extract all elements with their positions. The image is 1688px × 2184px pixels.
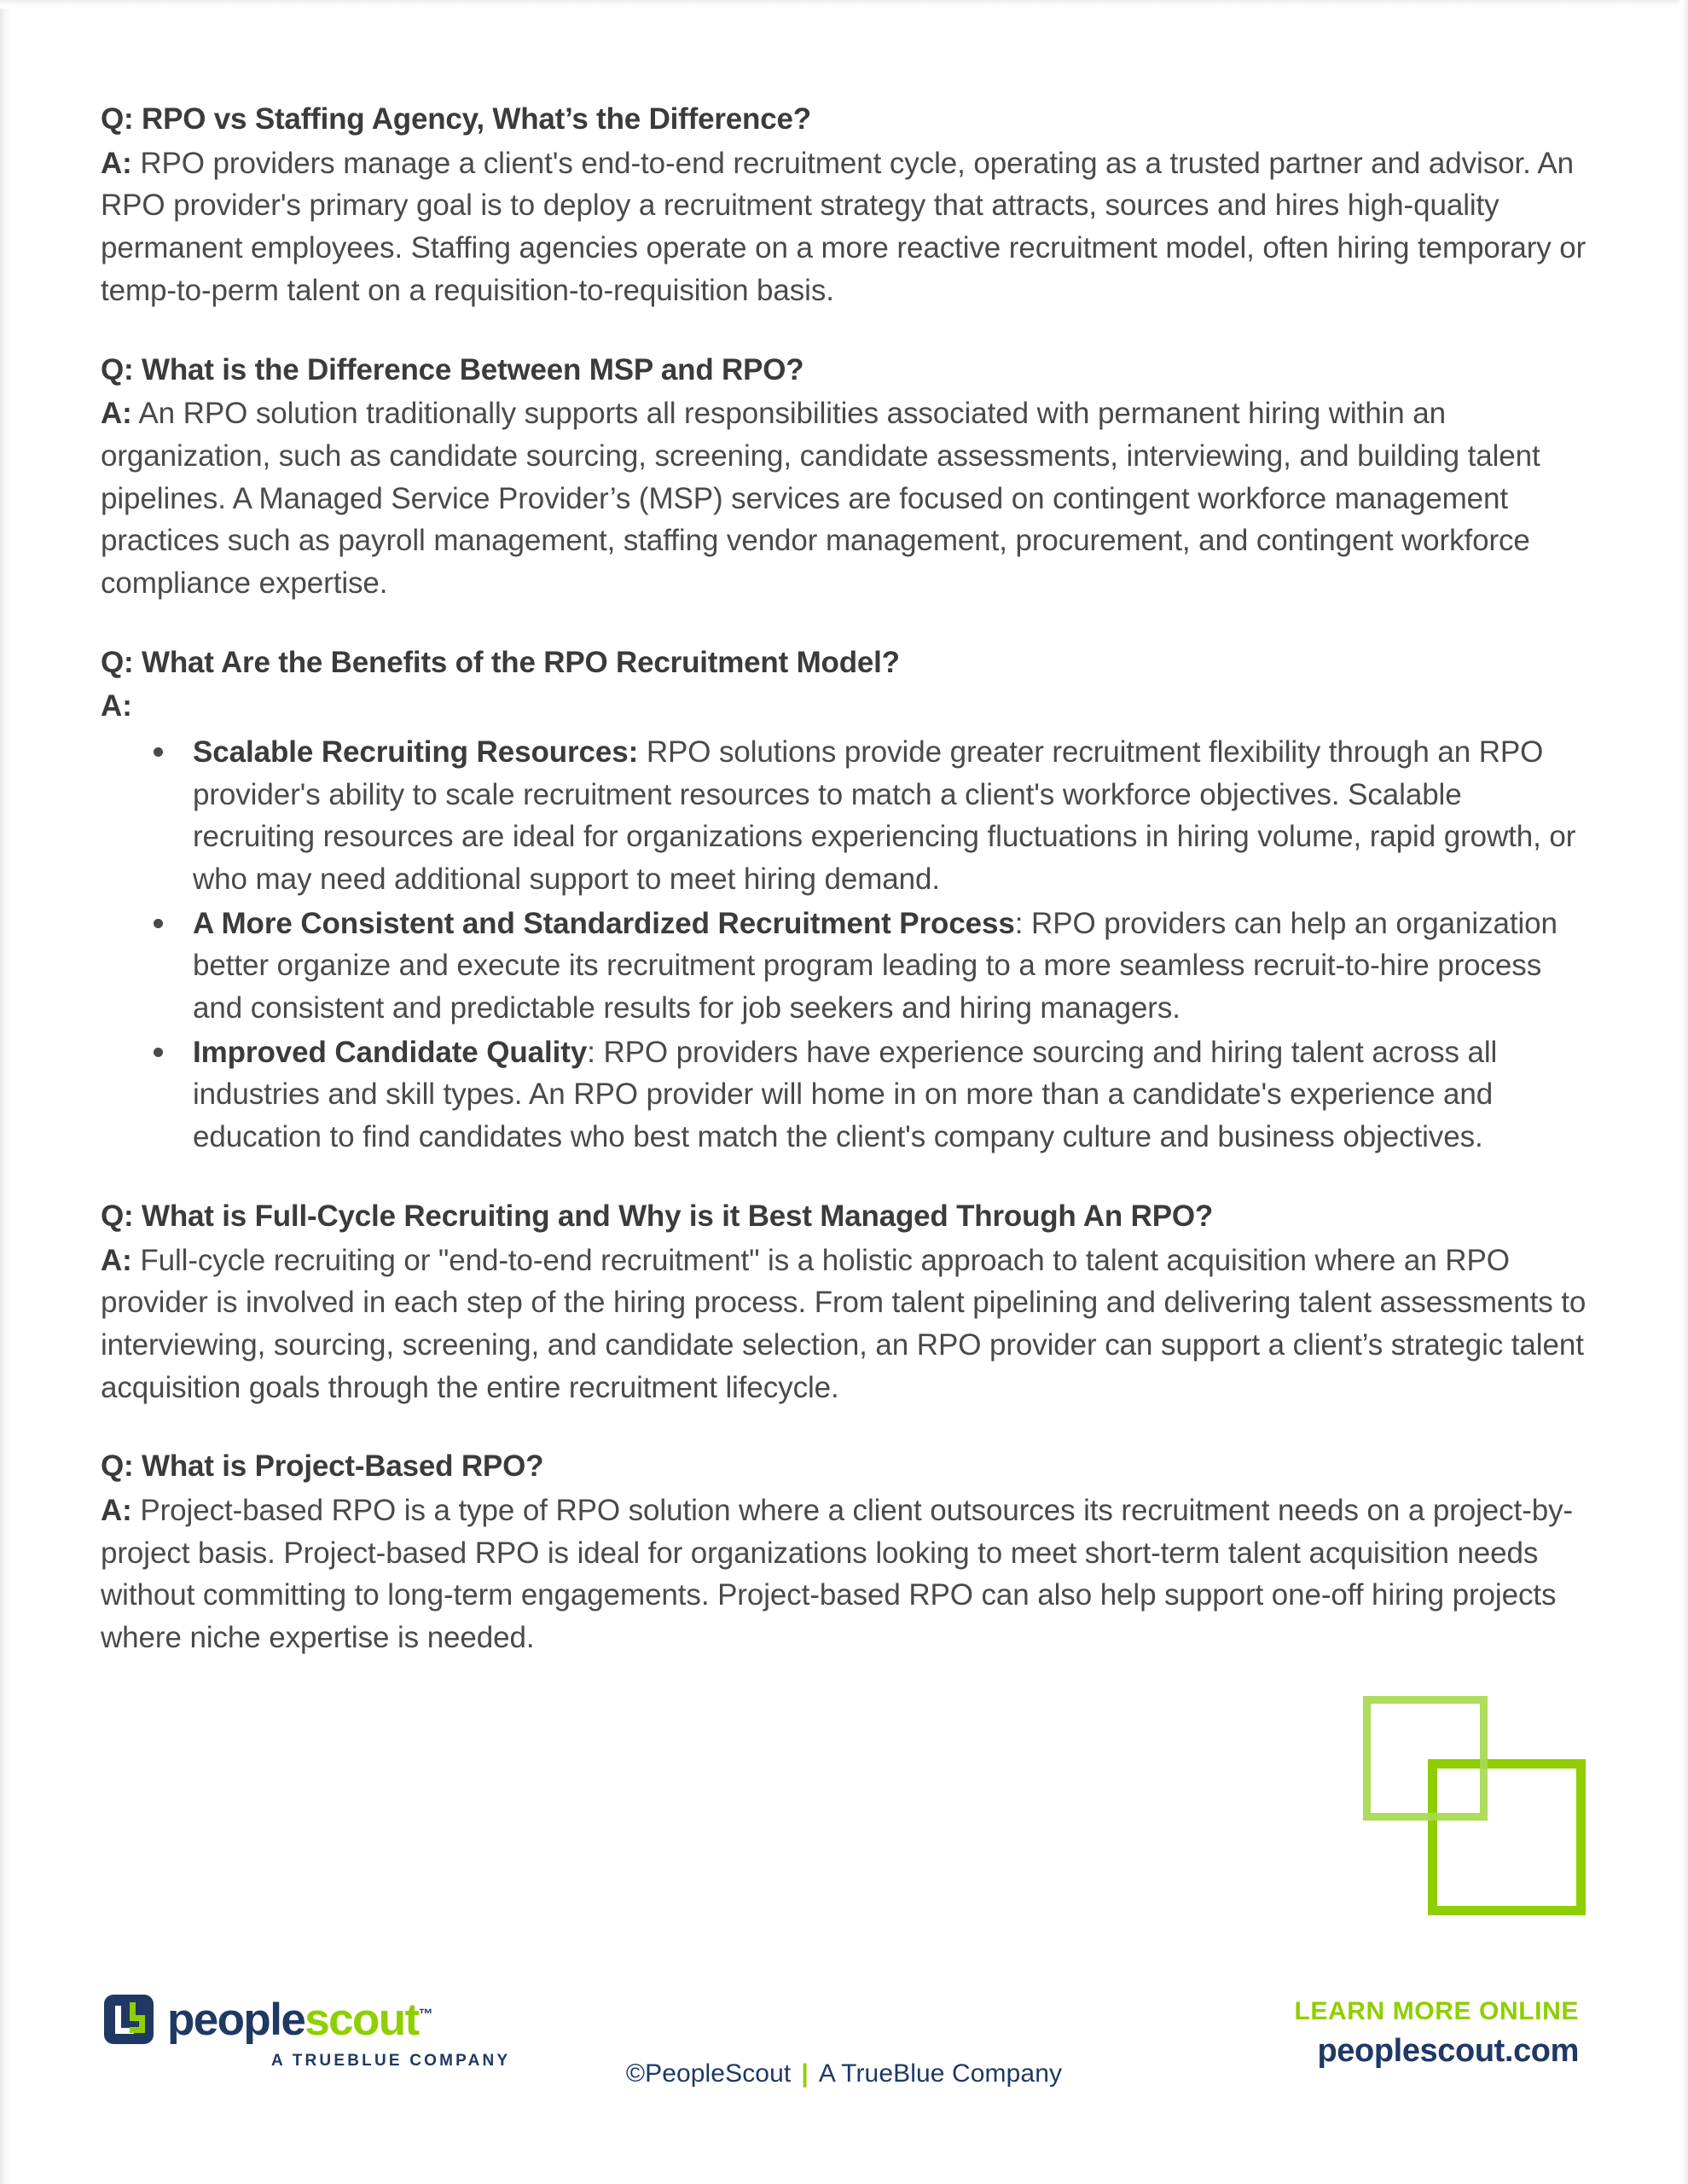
faq-question: Q: What is the Difference Between MSP and RPO?	[101, 352, 804, 386]
faq-question: Q: What is Full-Cycle Recruiting and Why is it Best Managed Through An RPO?	[101, 1199, 1214, 1233]
logo-wordmark	[167, 1994, 433, 2045]
trueblue-tb-mark-icon	[104, 1995, 154, 2044]
answer-label: A:	[101, 1494, 132, 1528]
overlapping-squares-decoration	[1363, 1696, 1592, 1918]
bullet-text: : RPO providers have experience sourcing and hiring talent across all industries and skill types. An RPO provider will home in on more than a candidate's experience and education to find candidates who best match the client's company culture and business objectives.	[193, 1035, 1498, 1154]
faq-question: Q: What Are the Benefits of the RPO Recruitment Model?	[101, 645, 900, 679]
copyright-text: ©PeopleScout	[625, 2059, 792, 2088]
faq-answer	[101, 1240, 1586, 1409]
footer-cta	[1294, 1996, 1579, 2071]
bullet-text: RPO solutions provide greater recruitment flexibility through an RPO provider's ability to scale recruitment resources to match a client's workforce objectives. Scalable recruiting resources are ideal for organizations experiencing fluctuations in hiring volume, rapid growth, or who may need additional support to meet hiring demand.	[193, 735, 1576, 896]
page-edge-shadow-top	[0, 0, 1688, 9]
logo-tagline: A TRUEBLUE COMPANY	[271, 2052, 511, 2070]
page-footer	[0, 1971, 1688, 2184]
bullet-text: : RPO providers can help an organization better organize and execute its recruitment program leading to a more seamless recruit-to-hire process and consistent and predictable results for job seekers and hiring managers.	[193, 906, 1557, 1025]
answer-label: A:	[101, 1243, 132, 1277]
faq-section	[101, 101, 1586, 312]
learn-more-label: LEARN MORE ONLINE	[1294, 1997, 1579, 2025]
logo-people-text: people	[167, 1994, 305, 2045]
faq-answer	[101, 392, 1586, 604]
logo-row	[104, 1995, 471, 2044]
bullet-point-icon	[154, 919, 163, 928]
list-item	[101, 1031, 1586, 1159]
answer-label: A:	[101, 688, 132, 723]
answer-text: RPO providers manage a client's end-to-end recruitment cycle, operating as a trusted partner and advisor. An RPO provider's primary goal is to deploy a recruitment strategy that attracts, sources and hires high-quality permanent employees. Staffing agencies operate on a more reactive recruitment model, often hiring temporary or temp-to-perm talent on a requisition-to-requisition basis.	[101, 146, 1586, 307]
page-edge-shadow-right	[1679, 0, 1688, 2184]
faq-answer	[101, 1490, 1586, 1659]
benefits-list	[101, 731, 1586, 1159]
bullet-title: A More Consistent and Standardized Recruitment Process	[193, 906, 1015, 940]
logo-scout-text: scout	[305, 1994, 419, 2045]
trademark-symbol: ™	[418, 2005, 433, 2022]
footer-separator: |	[801, 2059, 809, 2088]
page-edge-shadow-left	[0, 0, 12, 2184]
document-body	[101, 101, 1586, 1659]
bullet-title: Scalable Recruiting Resources:	[193, 735, 639, 769]
faq-answer	[101, 142, 1586, 312]
answer-text: An RPO solution traditionally supports all responsibilities associated with permanent hiring within an organization, such as candidate sourcing, screening, candidate assessments, interviewing, and building talent pipelines. A Managed Service Provider’s (MSP) services are focused on contingent workforce management practices such as payroll management, staffing vendor management, procurement, and contingent workforce compliance expertise.	[101, 397, 1540, 601]
website-link[interactable]: peoplescout.com	[1317, 2033, 1579, 2069]
answer-label: A:	[101, 397, 132, 431]
faq-question: Q: RPO vs Staffing Agency, What’s the Difference?	[101, 102, 811, 136]
faq-section	[101, 1198, 1586, 1409]
bullet-title: Improved Candidate Quality	[193, 1035, 588, 1069]
answer-text: Project-based RPO is a type of RPO solution where a client outsources its recruitment needs on a project-by-project basis. Project-based RPO is ideal for organizations looking to meet short-term talent acquisition needs without committing to long-term engagements. Project-based RPO can also help support one-off hiring projects where niche expertise is needed.	[101, 1494, 1574, 1655]
list-item	[101, 731, 1586, 901]
faq-section	[101, 351, 1586, 605]
faq-question: Q: What is Project-Based RPO?	[101, 1449, 544, 1484]
list-item	[101, 903, 1586, 1030]
footer-company-text: A TrueBlue Company	[818, 2059, 1063, 2088]
bullet-point-icon	[154, 1048, 163, 1057]
faq-section	[101, 1448, 1586, 1659]
answer-text: Full-cycle recruiting or "end-to-end recruitment" is a holistic approach to talent acquisition where an RPO provider is involved in each step of the hiring process. From talent pipelining and delivering talent assessments to interviewing, sourcing, screening, and candidate selection, an RPO provider can support a client’s strategic talent acquisition goals through the entire recruitment lifecycle.	[101, 1243, 1586, 1404]
bullet-point-icon	[154, 747, 163, 757]
faq-section	[101, 644, 1586, 1159]
tb-b-bowl	[130, 2015, 145, 2033]
answer-label: A:	[101, 146, 132, 180]
dark-green-square-icon	[1428, 1759, 1586, 1915]
